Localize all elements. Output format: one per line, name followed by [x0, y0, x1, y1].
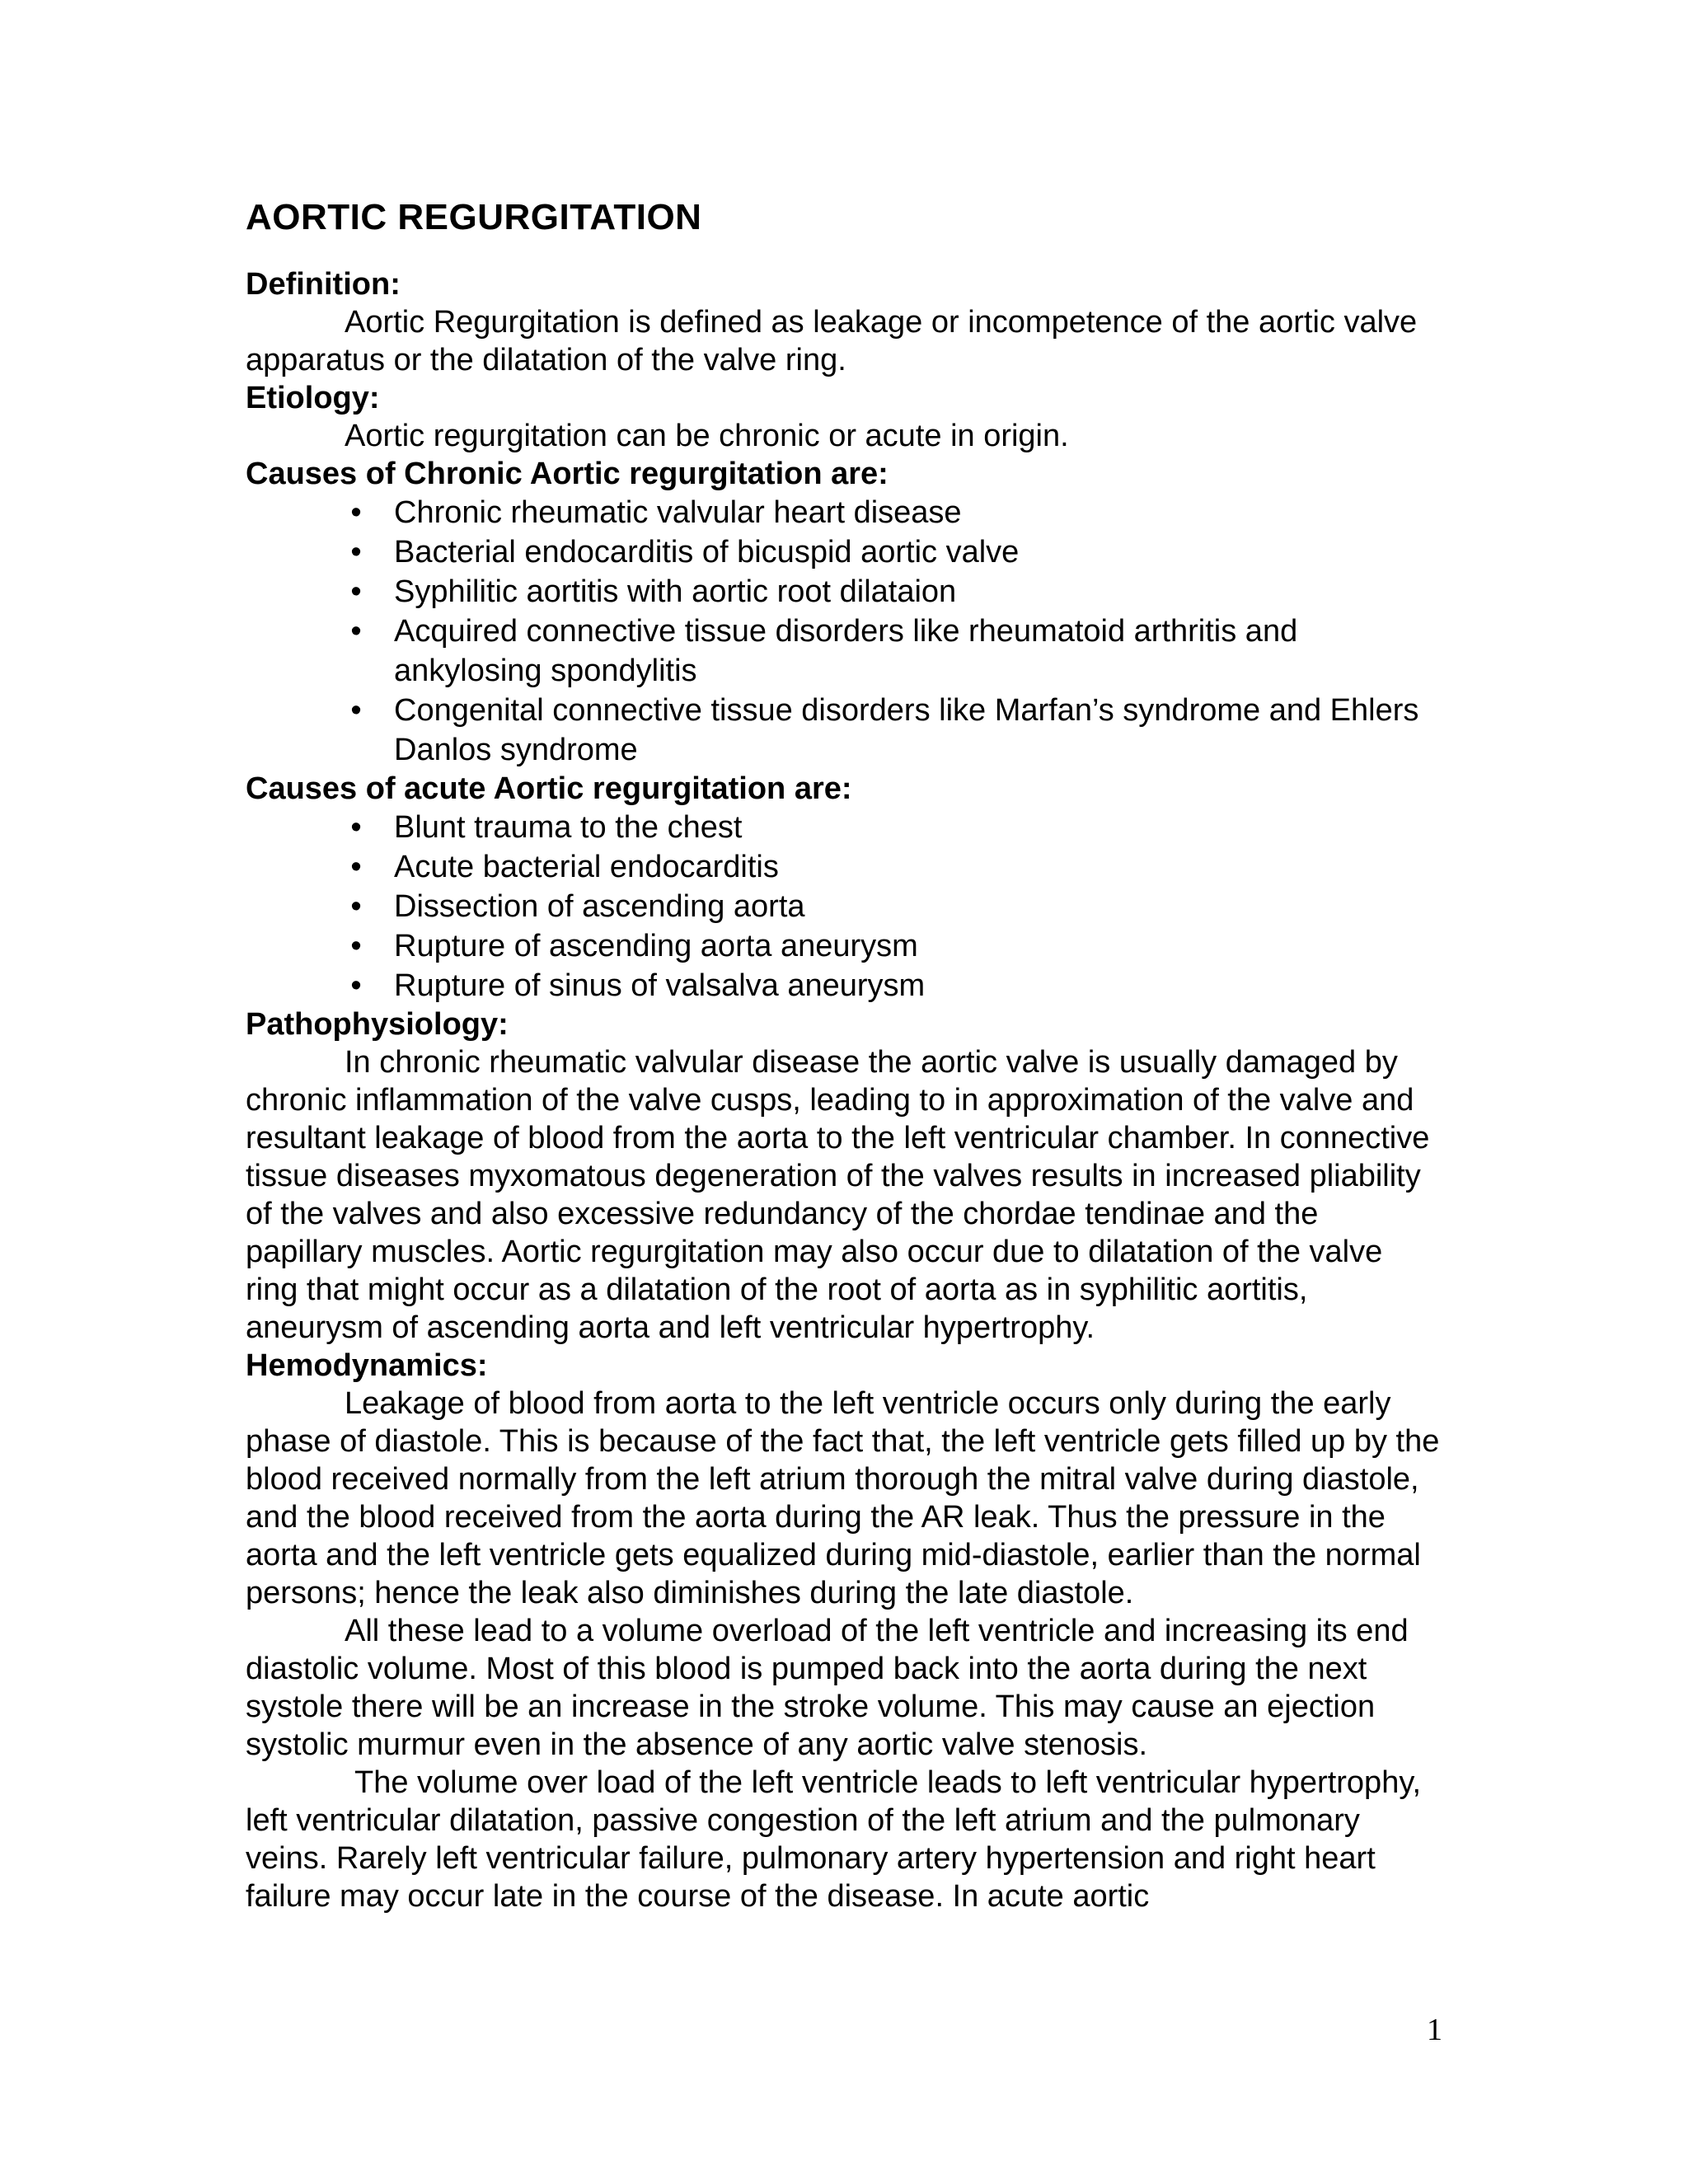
bullet-icon: • [350, 968, 362, 1003]
document-title: AORTIC REGURGITATION [246, 197, 702, 237]
bullet-icon: • [350, 535, 362, 569]
chronic-causes-heading: Causes of Chronic Aortic regurgitation are: [246, 457, 889, 491]
list-item-text: Chronic rheumatic valvular heart disease [394, 495, 962, 530]
bullet-icon: • [350, 929, 362, 963]
list-item-text: Rupture of ascending aorta aneurysm [394, 929, 918, 963]
page-number: 1 [1427, 2013, 1442, 2047]
list-item-text: Bacterial endocarditis of bicuspid aortic valve [394, 535, 1020, 569]
hemodynamics-paragraph-2: All these lead to a volume overload of the left ventricle and increasing its end diastolic volume. Most of this blood is pumped back into the aorta during the next systole there will be an increase in the stroke volume. This may cause an ejection systolic murmur even in the absence of any aortic valve stenosis. [246, 1614, 1409, 1762]
bullet-icon: • [350, 889, 362, 924]
list-item-text: Congenital connective tissue disorders like Marfan’s syndrome and Ehlers Danlos syndrome [394, 693, 1419, 767]
list-item-text: Dissection of ascending aorta [394, 889, 805, 924]
pathophysiology-text: In chronic rheumatic valvular disease the aortic valve is usually damaged by chronic inflammation of the valve cusps, leading to in approximation of the valve and resultant leakage of blood from the aorta to the left ventricular chamber. In connective tissue diseases myxomatous degeneration of the valves results in increased pliability of the valves and also excessive redundancy of the chordae tendinae and the papillary muscles. Aortic regurgitation may also occur due to dilatation of the valve ring that might occur as a dilatation of the root of aorta as in syphilitic aortitis, aneurysm of ascending aorta and left ventricular hypertrophy. [246, 1045, 1430, 1345]
list-item [350, 966, 1442, 1005]
hemodynamics-heading: Hemodynamics: [246, 1348, 488, 1383]
bullet-icon: • [350, 693, 362, 728]
list-item [350, 847, 1442, 887]
bullet-icon: • [350, 810, 362, 845]
hemodynamics-paragraph-1: Leakage of blood from aorta to the left ventricle occurs only during the early phase of diastole. This is because of the fact that, the left ventricle gets filled up by the blood received normally from the left atrium thorough the mitral valve during diastole, and the blood received from the aorta during the AR leak. Thus the pressure in the aorta and the left ventricle gets equalized during mid-diastole, earlier than the normal persons; hence the leak also diminishes during the late diastole. [246, 1386, 1440, 1610]
list-item [350, 808, 1442, 847]
acute-causes-list [246, 808, 1442, 1005]
document-body [246, 194, 1442, 1915]
list-item-text: Syphilitic aortitis with aortic root dilataion [394, 574, 957, 609]
list-item [350, 691, 1442, 770]
definition-text: Aortic Regurgitation is defined as leakage or incompetence of the aortic valve apparatus or the dilatation of the valve ring. [246, 305, 1418, 377]
chronic-causes-list [246, 493, 1442, 770]
list-item [350, 926, 1442, 966]
bullet-icon: • [350, 574, 362, 609]
etiology-text: Aortic regurgitation can be chronic or acute in origin. [345, 419, 1069, 453]
list-item [350, 532, 1442, 572]
etiology-heading: Etiology: [246, 381, 380, 415]
list-item-text: Acquired connective tissue disorders like rheumatoid arthritis and ankylosing spondylitis [394, 614, 1298, 688]
list-item [350, 887, 1442, 926]
definition-heading: Definition: [246, 267, 401, 302]
list-item-text: Acute bacterial endocarditis [394, 850, 779, 884]
acute-causes-heading: Causes of acute Aortic regurgitation are: [246, 771, 852, 806]
list-item [350, 572, 1442, 612]
list-item [350, 493, 1442, 532]
list-item-text: Rupture of sinus of valsalva aneurysm [394, 968, 926, 1003]
hemodynamics-paragraph-3: The volume over load of the left ventricle leads to left ventricular hypertrophy, left ventricular dilatation, passive congestion of the left atrium and the pulmonary veins. Rarely left ventricular failure, pulmonary artery hypertension and right heart failure may occur late in the course of the disease. In acute aortic [246, 1765, 1422, 1914]
bullet-icon: • [350, 850, 362, 884]
pathophysiology-heading: Pathophysiology: [246, 1007, 509, 1042]
list-item-text: Blunt trauma to the chest [394, 810, 743, 845]
bullet-icon: • [350, 495, 362, 530]
list-item [350, 612, 1442, 691]
bullet-icon: • [350, 614, 362, 649]
